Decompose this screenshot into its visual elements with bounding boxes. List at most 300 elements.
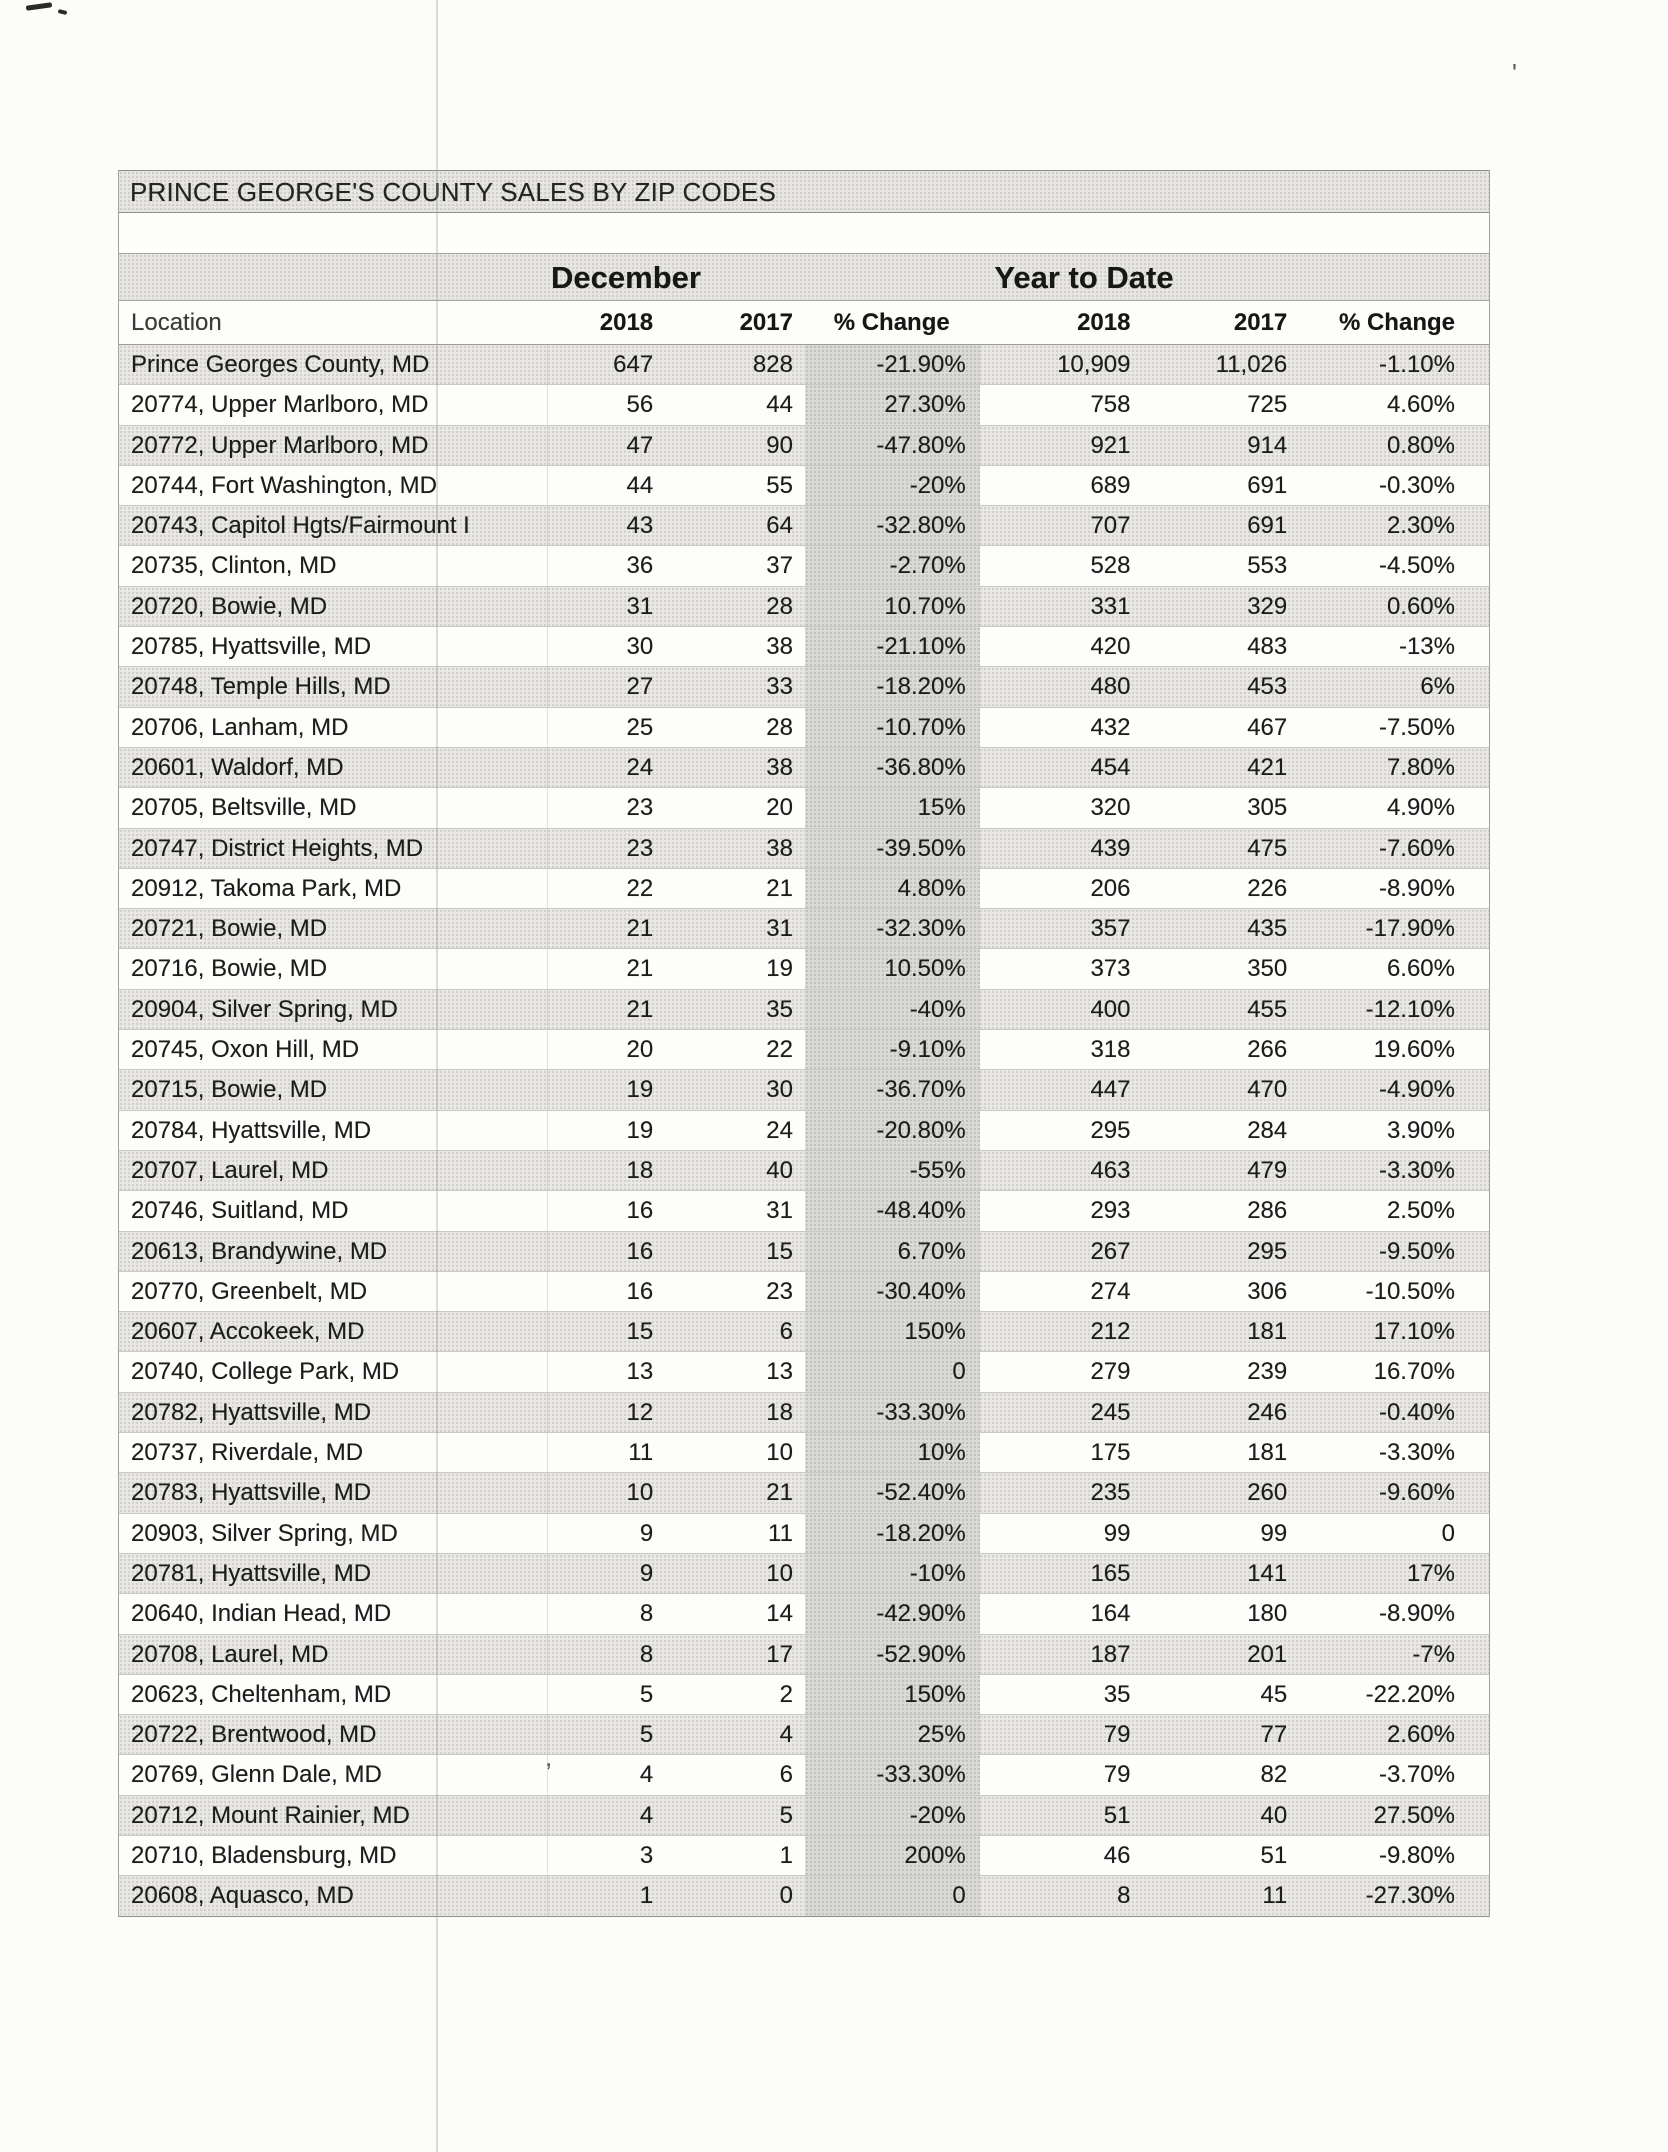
dec-2017-cell: 1 xyxy=(779,1841,793,1869)
ytd-2017-cell: 553 xyxy=(1247,552,1288,580)
ytd-2018-cell: 279 xyxy=(1090,1358,1131,1386)
dec-change-cell: 27.30% xyxy=(805,385,980,424)
dec-change-cell: 4.80% xyxy=(805,869,980,908)
dec-2017-cell: 4 xyxy=(779,1721,793,1749)
ytd-change-cell: -22.20% xyxy=(1365,1680,1455,1708)
ytd-2018-cell: 79 xyxy=(1103,1761,1131,1789)
ytd-2017-cell: 284 xyxy=(1247,1116,1288,1144)
dec-2017-cell: 22 xyxy=(766,1036,793,1064)
ytd-2018-cell: 689 xyxy=(1090,471,1131,499)
location-cell: 20707, Laurel, MD xyxy=(119,1151,548,1190)
ytd-2018-cell: 245 xyxy=(1090,1398,1131,1426)
ytd-change-cell: -13% xyxy=(1398,633,1455,661)
location-cell: 20747, District Heights, MD xyxy=(119,829,548,868)
dec-2017-cell: 64 xyxy=(766,512,793,540)
dec-2018-cell: 21 xyxy=(626,995,654,1023)
dec-change-cell: -18.20% xyxy=(805,667,980,706)
dec-change-cell: -39.50% xyxy=(805,829,980,868)
ytd-2018-cell: 293 xyxy=(1090,1197,1131,1225)
table-row xyxy=(119,869,1489,909)
table-row xyxy=(119,1473,1489,1513)
scan-artifact-comma: , xyxy=(545,1742,553,1772)
location-cell: 20774, Upper Marlboro, MD xyxy=(119,385,548,424)
ytd-2017-cell: 691 xyxy=(1247,471,1288,499)
dec-2017-cell: 17 xyxy=(766,1640,793,1668)
dec-2017-cell: 37 xyxy=(766,552,793,580)
location-cell: 20705, Beltsville, MD xyxy=(119,788,548,827)
location-cell: 20770, Greenbelt, MD xyxy=(119,1272,548,1311)
ytd-2018-cell: 99 xyxy=(1103,1519,1131,1547)
dec-2018-cell: 10 xyxy=(626,1479,654,1507)
dec-2017-cell: 19 xyxy=(766,955,793,983)
dec-change-cell: 10.70% xyxy=(805,587,980,626)
dec-change-cell: -40% xyxy=(805,990,980,1029)
dec-2017-cell: 15 xyxy=(766,1237,793,1265)
table-row xyxy=(119,1876,1489,1916)
dec-change-cell: -36.70% xyxy=(805,1070,980,1109)
dec-2017-cell: 10 xyxy=(766,1439,793,1467)
ytd-change-cell: -12.10% xyxy=(1365,995,1455,1023)
dec-2018-cell: 16 xyxy=(626,1197,654,1225)
ytd-change-cell: -4.90% xyxy=(1378,1076,1455,1104)
dec-2017-cell: 2 xyxy=(779,1680,793,1708)
location-cell: Prince Georges County, MD xyxy=(119,345,548,384)
dec-2018-cell: 9 xyxy=(639,1519,654,1547)
ytd-2017-cell: 226 xyxy=(1247,874,1288,902)
ytd-2018-cell: 758 xyxy=(1090,391,1131,419)
table-row xyxy=(119,1070,1489,1110)
table-row xyxy=(119,546,1489,586)
location-cell: 20743, Capitol Hgts/Fairmount I xyxy=(119,506,548,545)
dec-change-cell: -10.70% xyxy=(805,708,980,747)
table-row xyxy=(119,1352,1489,1392)
location-cell: 20781, Hyattsville, MD xyxy=(119,1554,548,1593)
location-cell: 20613, Brandywine, MD xyxy=(119,1232,548,1271)
dec-2018-cell: 11 xyxy=(628,1439,654,1467)
ytd-2017-cell: 40 xyxy=(1260,1801,1288,1829)
table-row xyxy=(119,1715,1489,1755)
ytd-change-cell: 4.90% xyxy=(1386,794,1455,822)
dec-2018-cell: 16 xyxy=(626,1237,654,1265)
ytd-change-cell: 6% xyxy=(1420,673,1455,701)
dec-2017-cell: 21 xyxy=(766,874,793,902)
dec-2017-cell: 38 xyxy=(766,633,793,661)
location-cell: 20607, Accokeek, MD xyxy=(119,1312,548,1351)
dec-2017-cell: 6 xyxy=(779,1761,793,1789)
ytd-2017-cell: 455 xyxy=(1247,995,1288,1023)
table-row xyxy=(119,385,1489,425)
ytd-2017-cell: 239 xyxy=(1247,1358,1288,1386)
ytd-change-cell: 3.90% xyxy=(1386,1116,1455,1144)
ytd-change-cell: -4.50% xyxy=(1378,552,1455,580)
table-row xyxy=(119,748,1489,788)
table-body xyxy=(119,345,1489,1917)
location-cell: 20721, Bowie, MD xyxy=(119,909,548,948)
dec-2018-cell: 12 xyxy=(626,1398,654,1426)
dec-2017-cell: 44 xyxy=(766,391,793,419)
location-cell: 20784, Hyattsville, MD xyxy=(119,1111,548,1150)
dec-2018-cell: 4 xyxy=(639,1761,654,1789)
table-row xyxy=(119,627,1489,667)
ytd-change-cell: -3.30% xyxy=(1378,1156,1455,1184)
dec-2018-cell: 23 xyxy=(626,794,654,822)
ytd-2018-cell: 420 xyxy=(1090,633,1131,661)
dec-change-cell: 150% xyxy=(805,1675,980,1714)
table-row xyxy=(119,788,1489,828)
ytd-2017-cell: 141 xyxy=(1247,1559,1288,1587)
ytd-change-cell: -3.30% xyxy=(1378,1439,1455,1467)
ytd-2017-cell: 295 xyxy=(1247,1237,1288,1265)
ytd-2017-cell: 181 xyxy=(1247,1318,1288,1346)
dec-change-cell: -33.30% xyxy=(805,1755,980,1794)
ytd-2017-cell: 470 xyxy=(1247,1076,1288,1104)
ytd-2018-cell: 164 xyxy=(1090,1600,1131,1628)
table-title-bar xyxy=(119,170,1489,213)
dec-2017-cell: 10 xyxy=(766,1559,793,1587)
ytd-change-cell: 4.60% xyxy=(1386,391,1455,419)
location-cell: 20746, Suitland, MD xyxy=(119,1191,548,1230)
dec-change-cell: 200% xyxy=(805,1836,980,1875)
dec-2017-cell: 28 xyxy=(766,592,793,620)
ytd-2017-cell: 479 xyxy=(1247,1156,1288,1184)
table-row xyxy=(119,829,1489,869)
ytd-2018-cell: 187 xyxy=(1090,1640,1131,1668)
dec-2018-cell: 44 xyxy=(626,471,654,499)
dec-change-cell: -52.40% xyxy=(805,1473,980,1512)
ytd-change-cell: -27.30% xyxy=(1365,1882,1455,1910)
location-cell: 20716, Bowie, MD xyxy=(119,949,548,988)
dec-2017-cell: 5 xyxy=(779,1801,793,1829)
dec-change-cell: -20% xyxy=(805,466,980,505)
ytd-2017-cell: 914 xyxy=(1247,431,1288,459)
dec-change-cell: -47.80% xyxy=(805,426,980,465)
dec-change-cell: -18.20% xyxy=(805,1514,980,1553)
ytd-2017-cell: 201 xyxy=(1247,1640,1288,1668)
table-row xyxy=(119,426,1489,466)
ytd-change-cell: 16.70% xyxy=(1373,1358,1455,1386)
ytd-change-cell: 0.60% xyxy=(1386,592,1455,620)
table-row xyxy=(119,1030,1489,1070)
scan-artifact-apostrophe: ' xyxy=(1512,58,1517,88)
dec-2018-cell: 18 xyxy=(626,1156,654,1184)
dec-2018-cell: 3 xyxy=(639,1841,654,1869)
dec-2017-cell: 35 xyxy=(766,995,793,1023)
ytd-2017-cell: 483 xyxy=(1247,633,1288,661)
dec-2018-cell: 19 xyxy=(626,1116,654,1144)
dec-change-cell: 15% xyxy=(805,788,980,827)
ytd-2017-cell: 305 xyxy=(1247,794,1288,822)
location-cell: 20769, Glenn Dale, MD xyxy=(119,1755,548,1794)
dec-change-cell: 150% xyxy=(805,1312,980,1351)
ytd-2018-cell: 212 xyxy=(1090,1318,1131,1346)
ytd-change-cell: -8.90% xyxy=(1378,1600,1455,1628)
location-cell: 20722, Brentwood, MD xyxy=(119,1715,548,1754)
table-row xyxy=(119,1191,1489,1231)
table-row xyxy=(119,1272,1489,1312)
ytd-2018-cell: 400 xyxy=(1090,995,1131,1023)
ytd-2018-cell: 432 xyxy=(1090,713,1131,741)
location-cell: 20623, Cheltenham, MD xyxy=(119,1675,548,1714)
ytd-2017-cell: 77 xyxy=(1260,1721,1288,1749)
ytd-2017-cell: 435 xyxy=(1247,915,1288,943)
ytd-change-cell: 19.60% xyxy=(1373,1036,1455,1064)
location-cell: 20904, Silver Spring, MD xyxy=(119,990,548,1029)
dec-2018-cell: 15 xyxy=(626,1318,654,1346)
ytd-2017-cell: 306 xyxy=(1247,1277,1288,1305)
dec-2018-cell: 21 xyxy=(626,955,654,983)
dec-change-cell: 25% xyxy=(805,1715,980,1754)
ytd-2018-cell: 295 xyxy=(1090,1116,1131,1144)
location-cell: 20740, College Park, MD xyxy=(119,1352,548,1391)
table-row xyxy=(119,1393,1489,1433)
ytd-2018-cell: 921 xyxy=(1090,431,1131,459)
location-cell: 20608, Aquasco, MD xyxy=(119,1876,548,1915)
ytd-2018-cell: 46 xyxy=(1103,1841,1131,1869)
ytd-change-cell: -7.60% xyxy=(1378,834,1455,862)
dec-2017-cell: 31 xyxy=(766,915,793,943)
dec-2018-cell: 30 xyxy=(626,633,654,661)
group-header-december: December xyxy=(551,260,701,295)
ytd-change-cell: 2.30% xyxy=(1386,512,1455,540)
dec-2017-cell: 828 xyxy=(752,351,793,378)
dec-2018-cell: 16 xyxy=(626,1277,654,1305)
group-header-row xyxy=(119,253,1489,301)
dec-2017-cell: 0 xyxy=(779,1882,793,1910)
header-dec-change: % Change xyxy=(833,309,950,336)
dec-change-cell: -42.90% xyxy=(805,1594,980,1633)
dec-2017-cell: 14 xyxy=(766,1600,793,1628)
dec-2017-cell: 13 xyxy=(766,1358,793,1386)
ytd-2017-cell: 329 xyxy=(1247,592,1288,620)
ytd-2018-cell: 8 xyxy=(1117,1882,1131,1910)
dec-2018-cell: 23 xyxy=(626,834,654,862)
location-cell: 20735, Clinton, MD xyxy=(119,546,548,585)
ytd-2018-cell: 331 xyxy=(1090,592,1131,620)
table-row xyxy=(119,1433,1489,1473)
location-cell: 20708, Laurel, MD xyxy=(119,1635,548,1674)
dec-change-cell: 10.50% xyxy=(805,949,980,988)
ytd-2018-cell: 165 xyxy=(1090,1559,1131,1587)
dec-2018-cell: 21 xyxy=(626,915,654,943)
ytd-2018-cell: 175 xyxy=(1090,1439,1131,1467)
table-row xyxy=(119,1675,1489,1715)
location-cell: 20912, Takoma Park, MD xyxy=(119,869,548,908)
location-cell: 20783, Hyattsville, MD xyxy=(119,1473,548,1512)
dec-2018-cell: 36 xyxy=(626,552,654,580)
table-row xyxy=(119,506,1489,546)
dec-change-cell: -20% xyxy=(805,1796,980,1835)
ytd-2018-cell: 454 xyxy=(1090,753,1131,781)
dec-2017-cell: 24 xyxy=(766,1116,793,1144)
dec-2018-cell: 43 xyxy=(626,512,654,540)
location-cell: 20748, Temple Hills, MD xyxy=(119,667,548,706)
location-cell: 20903, Silver Spring, MD xyxy=(119,1514,548,1553)
ytd-2018-cell: 318 xyxy=(1090,1036,1131,1064)
dec-change-cell: -21.10% xyxy=(805,627,980,666)
ytd-change-cell: -7% xyxy=(1412,1640,1455,1668)
dec-2018-cell: 5 xyxy=(639,1680,654,1708)
dec-2017-cell: 55 xyxy=(766,471,793,499)
scan-speck xyxy=(58,9,68,15)
table-row xyxy=(119,667,1489,707)
header-location: Location xyxy=(131,309,222,336)
table-row xyxy=(119,1796,1489,1836)
ytd-change-cell: -9.50% xyxy=(1378,1237,1455,1265)
location-cell: 20744, Fort Washington, MD xyxy=(119,466,548,505)
ytd-change-cell: -9.80% xyxy=(1378,1841,1455,1869)
table-row xyxy=(119,1151,1489,1191)
ytd-2017-cell: 260 xyxy=(1247,1479,1288,1507)
dec-2018-cell: 8 xyxy=(639,1640,654,1668)
ytd-2018-cell: 320 xyxy=(1090,794,1131,822)
ytd-2017-cell: 99 xyxy=(1260,1519,1288,1547)
dec-change-cell: 0 xyxy=(805,1876,980,1915)
header-ytd-change: % Change xyxy=(1338,309,1455,336)
ytd-2017-cell: 45 xyxy=(1260,1680,1288,1708)
dec-2017-cell: 40 xyxy=(766,1156,793,1184)
dec-2018-cell: 13 xyxy=(626,1358,654,1386)
location-cell: 20737, Riverdale, MD xyxy=(119,1433,548,1472)
dec-2018-cell: 4 xyxy=(639,1801,654,1829)
dec-2018-cell: 647 xyxy=(613,351,654,378)
page-title: PRINCE GEORGE'S COUNTY SALES BY ZIP CODES xyxy=(130,177,776,207)
dec-2018-cell: 56 xyxy=(626,391,654,419)
ytd-2017-cell: 453 xyxy=(1247,673,1288,701)
scan-speck xyxy=(26,2,52,11)
table-row xyxy=(119,1554,1489,1594)
ytd-2017-cell: 181 xyxy=(1247,1439,1288,1467)
location-cell: 20785, Hyattsville, MD xyxy=(119,627,548,666)
table-row xyxy=(119,909,1489,949)
dec-change-cell: -48.40% xyxy=(805,1191,980,1230)
dec-change-cell: -2.70% xyxy=(805,546,980,585)
dec-2017-cell: 30 xyxy=(766,1076,793,1104)
ytd-2018-cell: 439 xyxy=(1090,834,1131,862)
location-cell: 20640, Indian Head, MD xyxy=(119,1594,548,1633)
location-cell: 20720, Bowie, MD xyxy=(119,587,548,626)
ytd-change-cell: 27.50% xyxy=(1373,1801,1455,1829)
ytd-2017-cell: 82 xyxy=(1260,1761,1288,1789)
ytd-change-cell: -0.40% xyxy=(1378,1398,1455,1426)
dec-2017-cell: 11 xyxy=(768,1519,793,1547)
ytd-2018-cell: 480 xyxy=(1090,673,1131,701)
ytd-2017-cell: 180 xyxy=(1247,1600,1288,1628)
location-cell: 20715, Bowie, MD xyxy=(119,1070,548,1109)
dec-change-cell: 0 xyxy=(805,1352,980,1391)
ytd-2017-cell: 691 xyxy=(1247,512,1288,540)
dec-2018-cell: 22 xyxy=(626,874,654,902)
ytd-change-cell: 17.10% xyxy=(1373,1318,1455,1346)
table-row xyxy=(119,1755,1489,1795)
ytd-2017-cell: 11 xyxy=(1262,1882,1288,1910)
ytd-change-cell: -7.50% xyxy=(1378,713,1455,741)
table-row xyxy=(119,587,1489,627)
column-header-row xyxy=(119,301,1489,345)
ytd-change-cell: -3.70% xyxy=(1378,1761,1455,1789)
dec-2018-cell: 9 xyxy=(639,1559,654,1587)
dec-2017-cell: 33 xyxy=(766,673,793,701)
ytd-2018-cell: 10,909 xyxy=(1057,351,1131,378)
sales-by-zip-table xyxy=(118,170,1490,1917)
dec-change-cell: -30.40% xyxy=(805,1272,980,1311)
ytd-2018-cell: 235 xyxy=(1090,1479,1131,1507)
ytd-change-cell: 0.80% xyxy=(1386,431,1455,459)
ytd-2018-cell: 463 xyxy=(1090,1156,1131,1184)
dec-2017-cell: 38 xyxy=(766,834,793,862)
table-row xyxy=(119,1514,1489,1554)
dec-2017-cell: 90 xyxy=(766,431,793,459)
dec-2018-cell: 8 xyxy=(639,1600,654,1628)
dec-2017-cell: 20 xyxy=(766,794,793,822)
location-cell: 20712, Mount Rainier, MD xyxy=(119,1796,548,1835)
table-row xyxy=(119,990,1489,1030)
ytd-2017-cell: 725 xyxy=(1247,391,1288,419)
ytd-2017-cell: 475 xyxy=(1247,834,1288,862)
ytd-change-cell: -0.30% xyxy=(1378,471,1455,499)
ytd-change-cell: 2.60% xyxy=(1386,1721,1455,1749)
dec-2018-cell: 31 xyxy=(626,592,654,620)
ytd-2017-cell: 246 xyxy=(1247,1398,1288,1426)
dec-change-cell: -9.10% xyxy=(805,1030,980,1069)
dec-2017-cell: 38 xyxy=(766,753,793,781)
ytd-2018-cell: 267 xyxy=(1090,1237,1131,1265)
dec-2018-cell: 25 xyxy=(626,713,654,741)
dec-2018-cell: 19 xyxy=(626,1076,654,1104)
dec-change-cell: -21.90% xyxy=(805,345,980,384)
ytd-2017-cell: 286 xyxy=(1247,1197,1288,1225)
ytd-2018-cell: 274 xyxy=(1090,1277,1131,1305)
ytd-change-cell: -10.50% xyxy=(1365,1277,1455,1305)
dec-2018-cell: 24 xyxy=(626,753,654,781)
ytd-change-cell: -1.10% xyxy=(1378,351,1455,378)
dec-2018-cell: 27 xyxy=(626,673,654,701)
ytd-2018-cell: 373 xyxy=(1090,955,1131,983)
dec-change-cell: -32.30% xyxy=(805,909,980,948)
dec-2018-cell: 1 xyxy=(639,1882,654,1910)
ytd-2018-cell: 51 xyxy=(1103,1801,1131,1829)
location-cell: 20601, Waldorf, MD xyxy=(119,748,548,787)
header-dec-2018: 2018 xyxy=(599,309,654,336)
location-cell: 20772, Upper Marlboro, MD xyxy=(119,426,548,465)
header-ytd-2018: 2018 xyxy=(1077,309,1131,336)
ytd-change-cell: 7.80% xyxy=(1386,753,1455,781)
dec-change-cell: -52.90% xyxy=(805,1635,980,1674)
ytd-2018-cell: 357 xyxy=(1090,915,1131,943)
header-dec-2017: 2017 xyxy=(739,309,793,336)
dec-2017-cell: 21 xyxy=(766,1479,793,1507)
ytd-2018-cell: 447 xyxy=(1090,1076,1131,1104)
blank-row xyxy=(119,213,1489,253)
ytd-2018-cell: 35 xyxy=(1103,1680,1131,1708)
ytd-change-cell: -17.90% xyxy=(1365,915,1455,943)
ytd-change-cell: 0 xyxy=(1441,1519,1455,1547)
ytd-change-cell: 17% xyxy=(1406,1559,1455,1587)
dec-change-cell: -32.80% xyxy=(805,506,980,545)
table-row xyxy=(119,1635,1489,1675)
ytd-2018-cell: 79 xyxy=(1103,1721,1131,1749)
location-cell: 20782, Hyattsville, MD xyxy=(119,1393,548,1432)
ytd-2017-cell: 266 xyxy=(1247,1036,1288,1064)
location-cell: 20710, Bladensburg, MD xyxy=(119,1836,548,1875)
dec-2017-cell: 6 xyxy=(779,1318,793,1346)
ytd-2018-cell: 528 xyxy=(1090,552,1131,580)
dec-change-cell: -10% xyxy=(805,1554,980,1593)
table-row xyxy=(119,1312,1489,1352)
ytd-2018-cell: 707 xyxy=(1090,512,1131,540)
ytd-2017-cell: 421 xyxy=(1247,753,1288,781)
dec-2017-cell: 18 xyxy=(766,1398,793,1426)
ytd-2017-cell: 350 xyxy=(1247,955,1288,983)
